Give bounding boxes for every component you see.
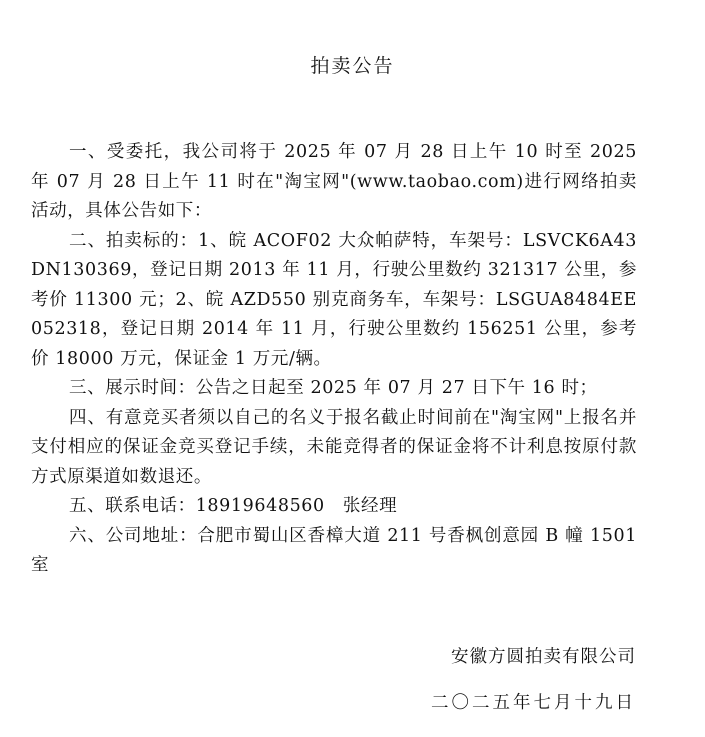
paragraph-auction-items: 二、拍卖标的：1、皖 ACOF02 大众帕萨特，车架号：LSVCK6A43DN130369，登记日期 2013 年 11 月，行驶公里数约 321317 公里，参考价 11300 元；2、皖 AZD550 别克商务车，车架号：LSGUA8484EE052318，登记日期 2014 年 11 月，行驶公里数约 156251 公里，参考价 18000 万元，保证金 1 万元/辆。 [31,230,637,369]
document-title: 拍卖公告 [310,55,395,77]
paragraph-display-time: 三、展示时间：公告之日起至 2025 年 07 月 27 日下午 16 时； [69,378,598,398]
paragraph-entrustment: 一、受委托，我公司将于 2025 年 07 月 28 日上午 10 时至 2025 年 07 月 28 日上午 11 时在"淘宝网"(www.taobao.com)进行网络拍卖活动，具体公告如下： [31,142,637,221]
signature-date: 二〇二五年七月十九日 [431,693,636,713]
signature-company: 安徽方圆拍卖有限公司 [451,647,636,667]
notice-body [31,138,637,581]
paragraph-company-address: 六、公司地址：合肥市蜀山区香樟大道 211 号香枫创意园 B 幢 1501 室 [31,525,637,575]
paragraph-registration: 四、有意竞买者须以自己的名义于报名截止时间前在"淘宝网"上报名并支付相应的保证金竞买登记手续，未能竞得者的保证金将不计利息按原付款方式原渠道如数退还。 [31,407,637,487]
paragraph-contact-phone: 五、联系电话：18919648560 张经理 [69,496,398,516]
